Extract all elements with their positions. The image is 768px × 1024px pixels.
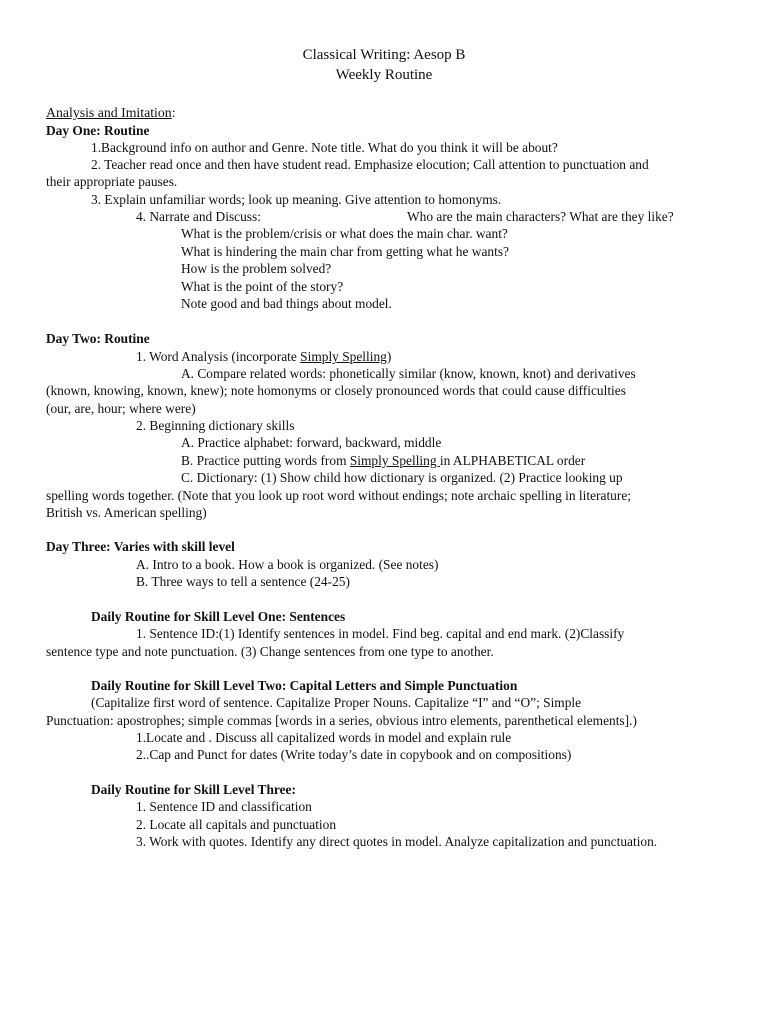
day-one-item-3: 3. Explain unfamiliar words; look up meaning. Give attention to homonyms. (91, 192, 502, 207)
day-one-question-4: How is the problem solved? (181, 261, 332, 276)
day-three-heading: Day Three: Varies with skill level (46, 539, 235, 554)
day-one-question-2: What is the problem/crisis or what does the main char. want? (181, 226, 508, 241)
simply-spelling-link: Simply Spelling (300, 349, 387, 364)
day-two-item-1a-line-2: (known, knowing, known, knew); note homonyms or closely pronounced words that could cause difficulties (46, 383, 626, 398)
level-two-line-1: (Capitalize first word of sentence. Capitalize Proper Nouns. Capitalize “I” and “O”; Simple (91, 695, 582, 710)
day-two-item-2: 2. Beginning dictionary skills (136, 418, 295, 433)
level-two-heading: Daily Routine for Skill Level Two: Capital Letters and Simple Punctuation (91, 678, 518, 693)
section-heading (46, 104, 176, 121)
day-three-item-b: B. Three ways to tell a sentence (24-25) (136, 574, 350, 589)
level-three-line-2: 2. Locate all capitals and punctuation (136, 817, 337, 832)
day-two-heading: Day Two: Routine (46, 331, 150, 346)
document-subtitle: Weekly Routine (335, 67, 433, 83)
day-two-item-1-text: 1. Word Analysis (incorporate (136, 349, 301, 364)
day-one-item-2-line-1: 2. Teacher read once and then have student read. Emphasize elocution; Call attention to punctuation and (91, 157, 649, 172)
day-one-item-2-line-2: their appropriate pauses. (46, 174, 178, 189)
level-three-line-1: 1. Sentence ID and classification (136, 799, 312, 814)
day-two-item-2c-line-2: spelling words together. (Note that you look up root word without endings; note archaic spelling in literature; (46, 488, 631, 503)
day-one-question-6: Note good and bad things about model. (181, 296, 392, 311)
simply-spelling-link-2: Simply Spelling (349, 453, 440, 468)
day-two-item-2b-end: in ALPHABETICAL order (439, 453, 586, 468)
section-heading-text: Analysis and Imitation (46, 105, 172, 120)
day-two-item-2b-text: B. Practice putting words from (181, 453, 350, 468)
section-heading-colon: : (171, 105, 176, 120)
day-two-item-1 (136, 348, 391, 365)
level-two-line-4: 2..Cap and Punct for dates (Write today’s date in copybook and on compositions) (136, 747, 572, 762)
day-one-heading: Day One: Routine (46, 123, 150, 138)
day-two-item-1-close: ) (386, 349, 392, 364)
level-one-line-2: sentence type and note punctuation. (3) Change sentences from one type to another. (46, 644, 494, 659)
day-two-item-1a-line-3: (our, are, hour; where were) (46, 401, 196, 416)
day-two-item-2c-line-3: British vs. American spelling) (46, 505, 207, 520)
day-two-item-2b (181, 452, 585, 469)
day-one-item-4-label: 4. Narrate and Discuss: (136, 209, 261, 224)
level-one-line-1: 1. Sentence ID:(1) Identify sentences in model. Find beg. capital and end mark. (2)Classify (136, 626, 625, 641)
level-three-line-3: 3. Work with quotes. Identify any direct quotes in model. Analyze capitalization and punctuation. (136, 834, 658, 849)
document-title: Classical Writing: Aesop B (302, 47, 466, 63)
day-one-question-3: What is hindering the main char from getting what he wants? (181, 244, 509, 259)
day-one-item-1: 1.Background info on author and Genre. Note title. What do you think it will be about? (91, 140, 558, 155)
day-two-item-2c-line-1: C. Dictionary: (1) Show child how dictionary is organized. (2) Practice looking up (181, 470, 623, 485)
day-two-item-1a-line-1: A. Compare related words: phonetically similar (know, known, knot) and derivatives (181, 366, 636, 381)
day-three-item-a: A. Intro to a book. How a book is organized. (See notes) (136, 557, 439, 572)
day-one-question-1: Who are the main characters? What are they like? (407, 209, 674, 224)
level-two-line-3: 1.Locate and . Discuss all capitalized words in model and explain rule (136, 730, 512, 745)
day-one-question-5: What is the point of the story? (181, 279, 344, 294)
level-one-heading: Daily Routine for Skill Level One: Sentences (91, 609, 346, 624)
level-two-line-2: Punctuation: apostrophes; simple commas [words in a series, obvious intro elements, parenthetical elements].) (46, 713, 637, 728)
level-three-heading: Daily Routine for Skill Level Three: (91, 782, 296, 797)
day-two-item-2a: A. Practice alphabet: forward, backward, middle (181, 435, 442, 450)
